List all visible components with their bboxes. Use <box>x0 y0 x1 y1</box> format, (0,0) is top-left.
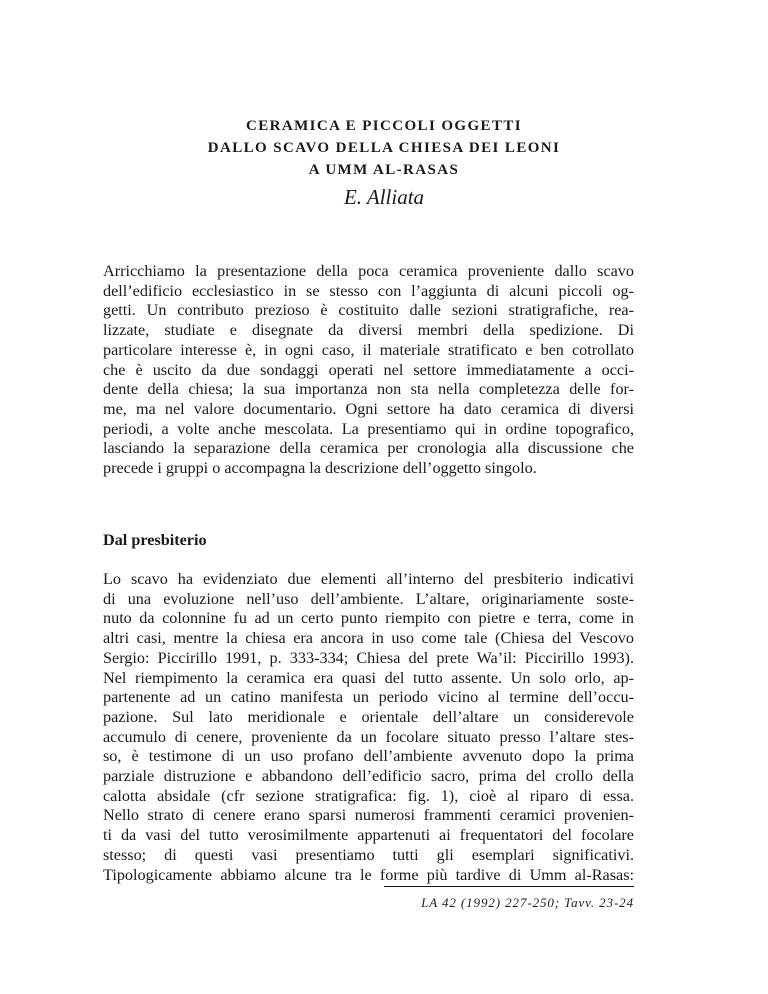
article-title-line-2: DALLO SCAVO DELLA CHIESA DEI LEONI <box>207 140 561 156</box>
text-line: stesso; di questi vasi presentiamo tutti gli esemplari significativi. <box>103 845 634 864</box>
text-line: Arricchiamo la presentazione della poca ceramica proveniente dallo scavo <box>103 262 634 280</box>
text-line: so, è testimone di un uso profano dell’ambiente avvenuto dopo la prima <box>103 747 634 766</box>
text-line: Lo scavo ha evidenziato due elementi all’interno del presbiterio indicativi <box>103 570 634 588</box>
text-line: Nel riempimento la ceramica era quasi del tutto assente. Un solo orlo, ap- <box>103 668 634 687</box>
text-line: precede i gruppi o accompagna la descrizione dell’oggetto singolo. <box>103 459 537 478</box>
text-line: di una evoluzione nell’uso dell’ambiente. L’altare, originariamente soste- <box>103 589 634 608</box>
text-line: particolare interesse è, in ogni caso, il materiale stratificato e ben cotrollato <box>103 340 634 359</box>
text-line: periodi, a volte anche mescolata. La presentiamo qui in ordine topografico, <box>103 419 634 438</box>
text-line: me, ma nel valore documentario. Ogni settore ha dato ceramica di diversi <box>103 399 634 418</box>
text-line: accumulo di cenere, proveniente da un focolare situato presso l’altare stes- <box>103 727 634 746</box>
text-line: Tipologicamente abbiamo alcune tra le forme più tardive di Umm al-Rasas: <box>103 865 634 884</box>
author-name: E. Alliata <box>343 185 425 209</box>
text-line: pazione. Sul lato meridionale e orientale dell’altare un considerevole <box>103 707 634 726</box>
article-title-line-1: CERAMICA E PICCOLI OGGETTI <box>245 118 523 134</box>
text-line: parziale distruzione e abbandono dell’edificio sacro, prima del crollo della <box>103 767 634 786</box>
text-line: getti. Un contributo prezioso è costituito dalle sezioni stratigrafiche, rea- <box>103 301 634 320</box>
article-title-block <box>0 115 768 212</box>
text-line: nuto da colonnine fu ad un certo punto riempito con pietre e terra, come in <box>103 609 634 628</box>
text-line: Sergio: Piccirillo 1991, p. 333-334; Chiesa del prete Wa’il: Piccirillo 1993). <box>103 648 634 667</box>
text-line: Nello strato di cenere erano sparsi numerosi frammenti ceramici provenien- <box>103 806 634 825</box>
text-line: dell’edificio ecclesiastico in se stesso con l’aggiunta di alcuni piccoli og- <box>103 281 634 300</box>
section-paragraph <box>103 570 634 885</box>
article-title-line-3: A UMM AL-RASAS <box>308 162 460 178</box>
text-line: dente della chiesa; la sua importanza non sta nella completezza delle for- <box>103 380 634 399</box>
section-heading: Dal presbiterio <box>103 531 207 549</box>
text-line: lasciando la separazione della ceramica per cronologia alla discussione che <box>103 439 634 458</box>
text-line: calotta absidale (cfr sezione stratigrafica: fig. 1), cioè al riparo di essa. <box>103 786 634 805</box>
text-line: lizzate, studiate e disegnate da diversi membri della spedizione. Di <box>103 321 634 340</box>
text-line: che è uscito da due sondaggi operati nel settore immediatamente a occi- <box>103 360 634 379</box>
text-line: partenente ad un catino manifesta un periodo vicino al termine dell’occu- <box>103 688 634 707</box>
intro-paragraph <box>103 262 634 479</box>
footer-divider <box>384 886 634 887</box>
text-line: altri casi, mentre la chiesa era ancora in uso come tale (Chiesa del Vescovo <box>103 629 634 648</box>
text-line: ti da vasi del tutto verosimilmente appartenuti ai frequentatori del focolare <box>103 826 634 845</box>
journal-citation: LA 42 (1992) 227-250; Tavv. 23-24 <box>421 895 634 910</box>
